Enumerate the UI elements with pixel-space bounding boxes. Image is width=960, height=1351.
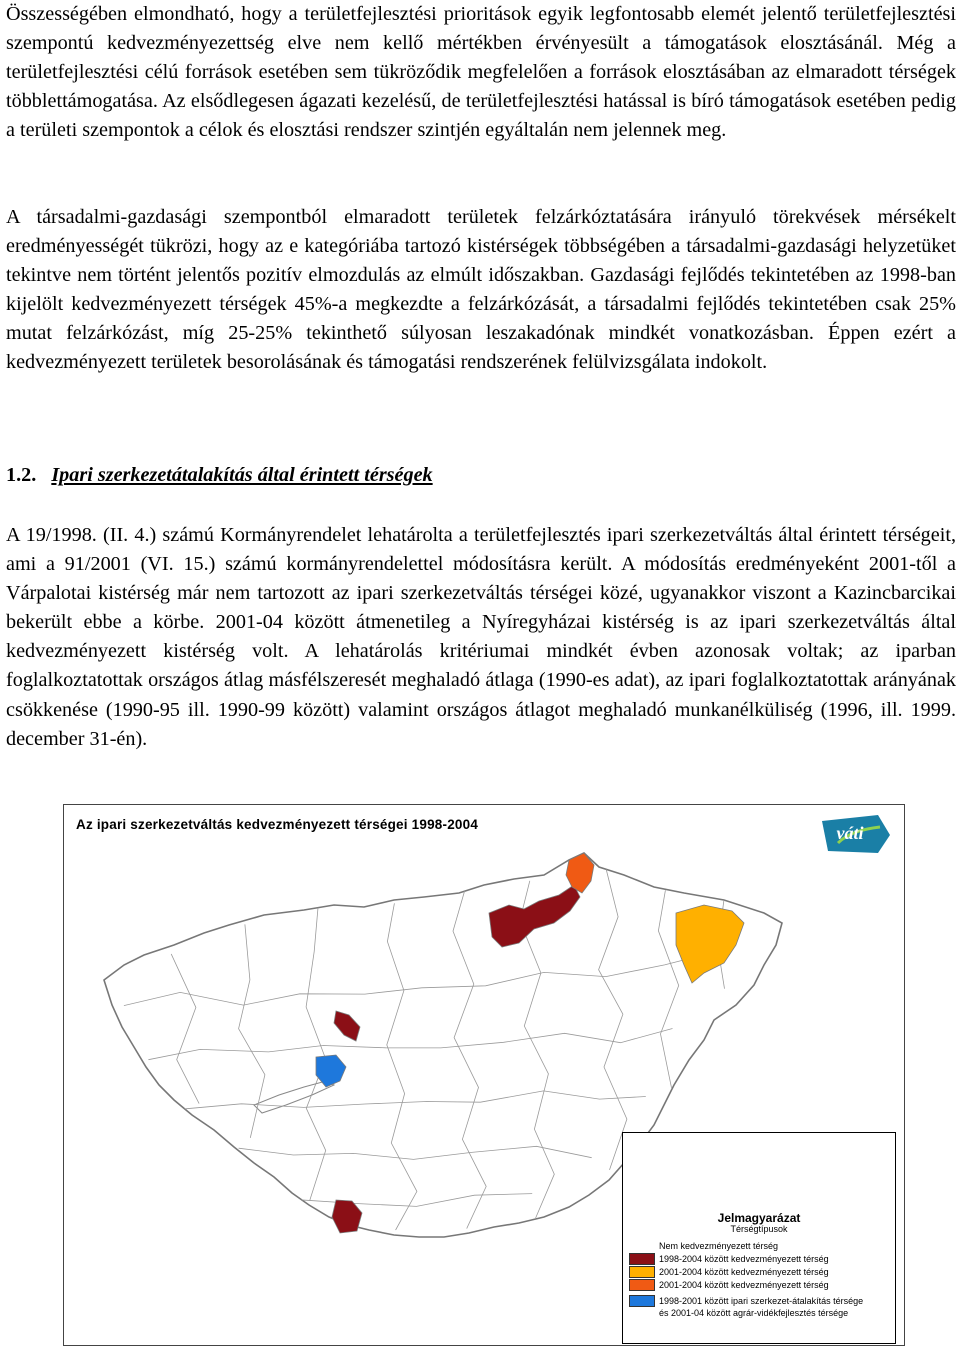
map-legend (622, 1132, 896, 1344)
paragraph-3: A 19/1998. (II. 4.) számú Kormányrendelet lehatárolta a területfejlesztés ipari szerkezetváltás által érintett térségeit, ami a 91/2001 (VI. 15.) számú kormányrendelettel módosításra került. A módosítás eredményeként 2001-től a Várpalotai kistérség már nem tartozott az ipari szerkezetváltás térségei közé, ugyanakkor viszont a Kazincbarcikai bekerült ebbe a körbe. 2001-04 között átmenetileg a Nyíregyházai kistérség is az ipari szerkezetváltás által kedvezményezett kistérség volt. A lehatárolás kritériumai mindkét évben azonosak voltak; az iparban foglalkoztatottak országos átlag másfélszeresét meghaladó átlaga (1990-es adat), az ipari foglalkoztatottak arányának csökkenése (1990-95 ill. 1990-99 között) valamint országos átlagot meghaladó munkanélküliség (1996, ill. 1999. december 31-én). (6, 524, 956, 750)
legend-swatch (629, 1295, 655, 1307)
legend-item (629, 1307, 889, 1319)
legend-label: 1998-2001 között ipari szerkezet-átalakítás térsége (659, 1296, 864, 1306)
legend-label: 2001-2004 között kedvezményezett térség (659, 1280, 829, 1290)
legend-title: Jelmagyarázat (717, 1211, 801, 1225)
paragraph-2: A társadalmi-gazdasági szempontból elmaradott területek felzárkóztatására irányuló törekvések mérsékelt eredményességét tükrözi, hogy az e kategóriába tartozó kistérségek többségében a társadalmi-gazdasági helyzetüket tekintve nem történt jelentős pozitív elmozdulás az elmúlt időszakban. Gazdasági fejlődés tekintetében az 1998-ban kijelölt kedvezményezett térségek 45%-a megkezdte a felzárkózását, a társadalmi fejlődés tekintetében csak 25% mutat felzárkózást, míg 25-25% tekinthető súlyosan leszakadónak mindkét vonatkozásban. Éppen ezért a kedvezményezett területek besorolásának és támogatási rendszerének felülvizsgálata indokolt. (6, 206, 956, 374)
legend-item (629, 1240, 889, 1252)
legend-item (629, 1279, 889, 1291)
paragraph-1: Összességében elmondható, hogy a területfejlesztési prioritások egyik legfontosabb elemét jelentő területfejlesztési szempontú kedvezményezettség elve nem kellő mértékben érvényesült a támogatások elosztásánál. Még a területfejlesztési célú források esetében sem tükröződik megfelelően a források elosztásában az elmaradott térségek többlettámogatása. Az elsődlegesen ágazati kezelésű, de területfejlesztési hatással is bíró támogatások esetében pedig a területi szempontok a célok és elosztási rendszer szintjén egyáltalán nem jelennek meg. (6, 3, 956, 142)
legend-label: és 2001-04 között agrár-vidékfejlesztés térsége (659, 1308, 849, 1318)
legend-label: 2001-2004 között kedvezményezett térség (659, 1267, 829, 1277)
legend-item (629, 1253, 889, 1265)
legend-swatch (629, 1266, 655, 1278)
legend-item (629, 1266, 889, 1278)
legend-item (629, 1295, 889, 1307)
vati-logo (818, 813, 894, 855)
legend-label: 1998-2004 között kedvezményezett térség (659, 1254, 829, 1264)
legend-swatch (629, 1279, 655, 1291)
section-heading (6, 464, 433, 487)
legend-label: Nem kedvezményezett térség (659, 1241, 779, 1251)
legend-swatch (629, 1253, 655, 1265)
map-figure (63, 804, 905, 1346)
vati-logo-text: váti (836, 823, 864, 843)
section-title: Ipari szerkezetátalakítás által érintett térségek (51, 464, 433, 486)
legend-subtitle: Térségtípusok (730, 1224, 788, 1234)
section-number: 1.2. (6, 464, 37, 486)
map-title: Az ipari szerkezetváltás kedvezményezett térségei 1998-2004 (76, 817, 479, 832)
